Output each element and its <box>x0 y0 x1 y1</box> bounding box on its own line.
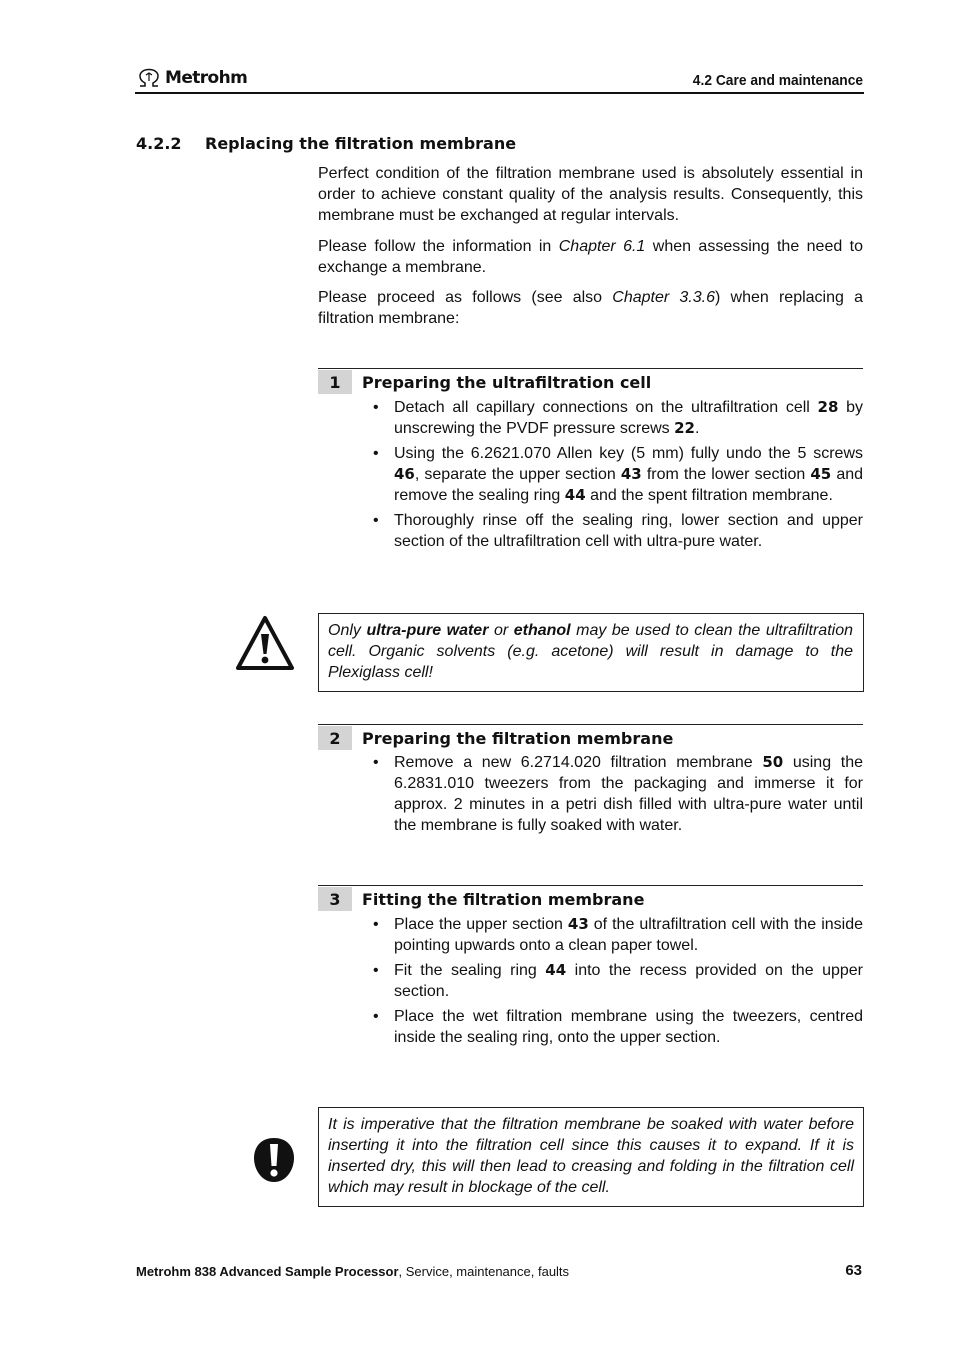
header-logo <box>137 66 247 90</box>
intro-p3-text-a: Please proceed as follows (see also <box>318 289 613 306</box>
header-rule <box>135 92 864 94</box>
warning-triangle-icon <box>234 614 296 672</box>
step-1-rule <box>318 368 863 369</box>
step-1-number: 1 <box>318 370 352 394</box>
step-2-title: Preparing the filtration membrane <box>362 729 674 748</box>
step-2-list <box>373 752 863 840</box>
step-3-list <box>373 914 864 1052</box>
important-note: It is imperative that the filtration membrane be soaked with water before inserting it into the filtration cell since this causes it to expand. If it is inserted dry, this will then lead to creasing and folding in the filtration cell which may result in blockage of the cell. <box>318 1107 864 1207</box>
page-number: 63 <box>845 1262 862 1279</box>
list-item: • Using the 6.2621.070 Allen key (5 mm) fully undo the 5 screws 46, separate the upper section 43 from the lower section 45 and remove the sealing ring 44 and the spent filtration membrane. <box>373 445 864 504</box>
step-3-number: 3 <box>318 887 352 911</box>
footer-product: Metrohm 838 Advanced Sample Processor <box>136 1264 399 1279</box>
step-3-title: Fitting the filtration membrane <box>362 890 645 909</box>
list-item: • Remove a new 6.2714.020 filtration membrane 50 using the 6.2831.010 tweezers from the packaging and immerse it for approx. 2 minutes in a petri dish filled with ultra-pure water until the membrane is fully soaked with water. <box>373 753 863 834</box>
step-2-rule <box>318 724 863 725</box>
section-number: 4.2.2 <box>136 134 182 153</box>
intro-paragraph-2 <box>318 236 863 278</box>
intro-paragraph-1 <box>318 163 863 226</box>
omega-logo-icon <box>137 68 161 88</box>
list-item: • Detach all capillary connections on the ultrafiltration cell 28 by unscrewing the PVDF pressure screws 22. <box>373 398 863 437</box>
footer-subtitle: , Service, maintenance, faults <box>398 1264 570 1279</box>
footer-document-title <box>136 1264 569 1279</box>
list-item: • Thoroughly rinse off the sealing ring, lower section and upper section of the ultrafiltration cell with ultra-pure water. <box>373 512 863 550</box>
chapter-reference[interactable]: Chapter 3.3.6 <box>612 289 715 306</box>
list-item: • Fit the sealing ring 44 into the recess provided on the upper section. <box>373 961 863 1000</box>
warning-note: Only ultra-pure water or ethanol may be used to clean the ultrafiltration cell. Organic solvents (e.g. acetone) will result in damage to the Plexiglass cell! <box>318 613 864 692</box>
section-title: Replacing the filtration membrane <box>205 134 517 153</box>
step-1-list <box>373 397 864 556</box>
list-item: • Place the wet filtration membrane using the tweezers, centred inside the sealing ring, onto the upper section. <box>373 1008 863 1046</box>
chapter-reference[interactable]: Chapter 6.1 <box>558 238 646 255</box>
list-item: • Place the upper section 43 of the ultrafiltration cell with the inside pointing upwards onto a clean paper towel. <box>373 915 864 954</box>
intro-p2-text-a: Please follow the information in <box>318 238 559 255</box>
intro-p1-text: Perfect condition of the filtration membrane used is absolutely essential in order to achieve constant quality of the analysis results. Consequently, this membrane must be exchanged at regular intervals. <box>318 165 863 224</box>
step-1-title: Preparing the ultrafiltration cell <box>362 373 652 392</box>
step-2-number: 2 <box>318 726 352 750</box>
header-section: 4.2 Care and maintenance <box>692 72 863 89</box>
brand-name: Metrohm <box>165 68 248 88</box>
intro-p2-text-b: when assessing the need to exchange a membrane. <box>318 238 863 276</box>
step-3-rule <box>318 885 863 886</box>
exclamation-icon <box>251 1136 297 1184</box>
intro-paragraph-3 <box>318 287 863 329</box>
intro-p3-text-b: ) when replacing a filtration membrane: <box>318 289 864 327</box>
